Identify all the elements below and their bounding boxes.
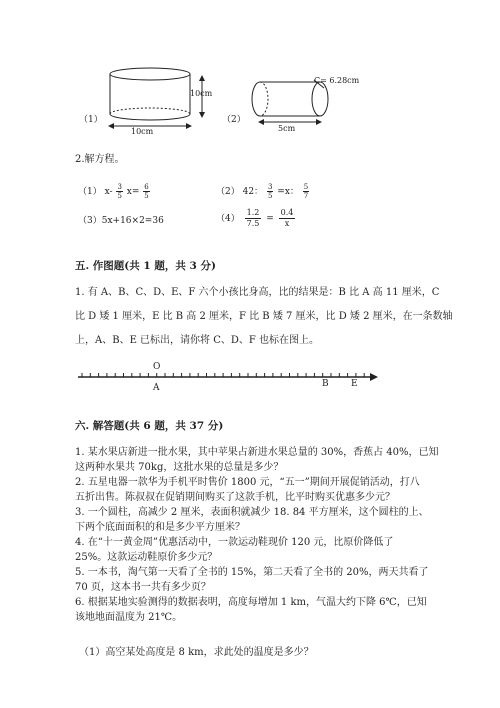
cylinder-2-circumference-label: C= 6.28cm [314,76,360,85]
figure-2-label: （2） [222,115,246,125]
section-6-line-6: 下两个底面面积的和是多少平方厘米？ [75,522,245,533]
section-6-line-9: 5. 一本书，淘气第一天看了全书的 15%，第二天看了全书的 20%，两天共看了 [75,567,429,578]
section-6-line-11: 6. 根据某地实验测得的数据表明，高度每增加 1 km，气温大约下降 6℃，已知 [75,597,427,608]
cylinder-1-height-label: 10cm [190,89,213,98]
equation-1 [78,183,151,200]
equation-1-prefix: x- [104,187,113,197]
section-6-line-2: 这两种水果共 70kg，这批水果的总量是多少？ [75,462,284,473]
section-6-line-4: 五折出售。陈叔叔在促销期间购买了这款手机，比平时购买优惠多少元？ [75,492,395,503]
equation-4-fraction-a: $\frac{1.2}{7.5}$ [246,208,260,228]
section-6-line-8: 25%。这款运动鞋原价多少元？ [75,552,218,563]
equation-2-number: （2） [216,187,240,197]
cylinder-2-length-label: 5cm [278,124,296,133]
equation-2-prefix: 42： [242,187,264,197]
equation-4-fraction-b: $\frac{0.4}{x}$ [280,208,294,228]
axis-point-a-label: A [153,383,160,393]
number-line [70,362,380,402]
section-6-line-12: 该地地面温度为 21℃。 [75,612,183,623]
section-5-title: 五. 作图题(共 1 题，共 3 分) [75,260,216,272]
equation-1-fraction-b: $\frac{6}{5}$ [144,183,149,200]
section-6-line-7: 4. 在“十一黄金周”优惠活动中，一款运动鞋现价 120 元，比原价降低了 [75,537,394,548]
equation-2 [216,183,310,200]
equation-3 [78,213,164,226]
section-6-line-1: 1. 某水果店新进一批水果，其中苹果占新进水果总量的 30%，香蕉占 40%，已知 [75,447,439,458]
equation-2-fraction-b: $\frac{5}{7}$ [303,183,309,200]
figure-1-label: （1） [79,115,103,125]
equation-4-number: （4） [216,214,240,224]
equation-2-fraction-a: $\frac{3}{5}$ [267,183,273,200]
section-6-subquestion-1: （1）高空某处高度是 8 km，求此处的温度是多少？ [79,647,314,658]
section-6-title: 六. 解答题(共 6 题，共 37 分) [75,420,224,432]
equation-1-fraction-a: $\frac{3}{5}$ [117,183,122,200]
axis-point-b-label: B [322,379,329,389]
equation-2-middle: =x： [277,187,299,197]
equation-3-text: 5x+16×2=36 [101,216,164,226]
section-5-line-1: 1. 有 A、B、C、D、E、F 六个小孩比身高，比的结果是：B 比 A 高 11 厘米，C [75,287,440,298]
axis-origin-label: O [153,362,161,372]
equation-1-number: （1） [78,187,102,197]
equation-4-equals: = [266,214,274,224]
axis-point-e-label: E [351,379,358,389]
cylinder-1-width-label: 10cm [131,127,154,136]
section-6-line-5: 3. 一个圆柱，高减少 2 厘米，表面积就减少 18. 84 平方厘米，这个圆柱的上、 [75,507,429,518]
section-6-line-10: 70 页，这本书一共有多少页？ [75,582,211,593]
equation-3-number: （3） [78,216,102,226]
equation-4 [216,208,297,229]
section-5-line-3: 上，A、B、E 已标出，请你将 C、D、F 也标在图上。 [75,335,320,346]
section-6-line-3: 2. 五星电器一款华为手机平时售价 1800 元，“五一”期间开展促销活动，打八 [75,477,420,488]
equation-1-middle: x= [126,187,140,197]
section-2-title: 2.解方程。 [75,154,125,165]
section-5-line-2: 比 D 矮 1 厘米，E 比 B 高 2 厘米，F 比 B 矮 7 厘米，比 D 矮 2 厘米，在一条数轴 [75,311,453,322]
cylinder-figure-1 [95,64,215,136]
